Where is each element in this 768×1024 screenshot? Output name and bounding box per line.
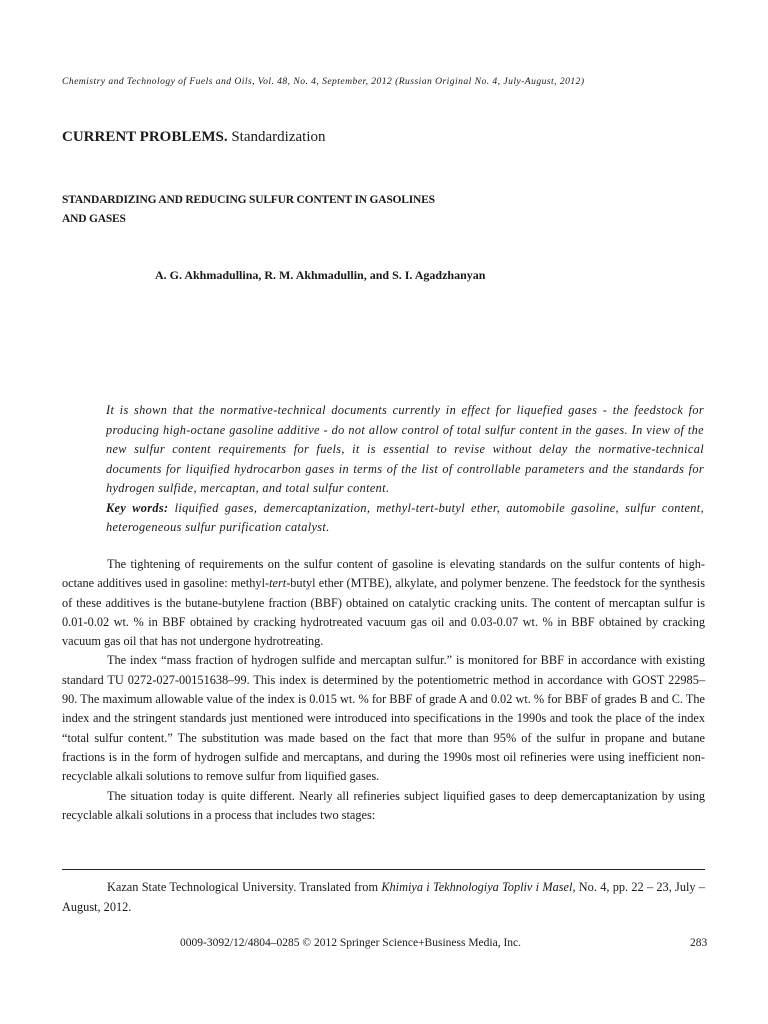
body-paragraph-3: The situation today is quite different. Nearly all refineries subject liquified gases to deep demercaptanization by using recyclable alkali solutions in a process that includes two stages: (62, 788, 705, 822)
footnote-text (62, 877, 705, 917)
article-title-line-1: STANDARDIZING AND REDUCING SULFUR CONTENT IN GASOLINES (62, 194, 435, 206)
body-paragraph-1 (62, 555, 705, 651)
article-authors: A. G. Akhmadullina, R. M. Akhmadullin, and S. I. Agadzhanyan (155, 268, 486, 282)
keywords-label: Key words: (106, 500, 169, 515)
copyright-line: 0009-3092/12/4804–0285 © 2012 Springer Science+Business Media, Inc. (180, 937, 522, 949)
footnote-affiliation: Kazan State Technological University. Translated from (107, 880, 382, 894)
section-heading (62, 129, 325, 146)
abstract-block (106, 401, 704, 538)
body-paragraph-1-part-b: -butyl ether (MTBE), alkylate, and polymer benzene. The feedstock for the synthesis of these additives is the butane-butylene fraction (BBF) obtained on catalytic cracking units. The content of mercaptan sulfur is 0.01-0.02 wt. % in BBF obtained by cracking hydrotreated vacuum gas oil and 0.03-0.07 wt. % in BBF obtained by cracking vacuum gas oil that has not undergone hydrotreating. (62, 576, 706, 649)
body-text (62, 555, 705, 825)
footnote (62, 877, 705, 917)
footnote-divider (62, 869, 705, 870)
page-number: 283 (690, 937, 708, 949)
abstract-text: It is shown that the normative-technical documents currently in effect for liquefied gases - the feedstock for producing high-octane gasoline additive - do not allow control of total sulfur content in the gases. In view of the new sulfur content requirements for fuels, it is essential to revise without delay the normative-technical documents for liquified hydrocarbon gases in terms of the list of controllable parameters and the standards for hydrogen sulfide, mercaptan, and total sulfur content. (106, 403, 704, 495)
keywords-text: liquified gases, demercaptanization, methyl-tert-butyl ether, automobile gasoline, sulfur content, heterogeneous sulfur purification catalyst. (106, 500, 704, 534)
article-title-line-2: AND GASES (62, 213, 126, 225)
article-title (62, 191, 522, 229)
body-paragraph-1-part-a: The tightening of requirements on the sulfur content of gasoline is elevating standards on the sulfur contents of high-octane additives used in gasoline: methyl- (62, 557, 705, 591)
section-sub-label: Standardization (231, 129, 326, 145)
footnote-pages: , No. 4, pp. 22 – 23, July – August, 2012. (62, 880, 705, 914)
section-main-label: CURRENT PROBLEMS. (62, 129, 228, 145)
body-paragraph-2: The index “mass fraction of hydrogen sulfide and mercaptan sulfur.” is monitored for BBF in accordance with existing standard TU 0272-027-00151638–99. This index is determined by the potentiometric method in accordance with GOST 22985–90. The maximum allowable value of the index is 0.015 wt. % for BBF of grade A and 0.02 wt. % for BBF of grades B and C. The index and the stringent standards just mentioned were introduced into specifications in the 1990s and took the place of the index “total sulfur content.” The substitution was made based on the fact that more than 95% of the sulfur in propane and butane fractions is in the form of hydrogen sulfide and mercaptans, and during the 1990s most oil refineries were using inefficient non-recyclable alkali solutions to remove sulfur from liquified gases. (62, 653, 705, 784)
body-paragraph-1-italic: tert (269, 576, 287, 591)
footnote-source-title: Khimiya i Tekhnologiya Topliv i Masel (381, 880, 573, 894)
journal-citation-line: Chemistry and Technology of Fuels and Oils, Vol. 48, No. 4, September, 2012 (Russian Original No. 4, July-August, 2012) (62, 76, 585, 87)
keywords-line (106, 499, 704, 538)
